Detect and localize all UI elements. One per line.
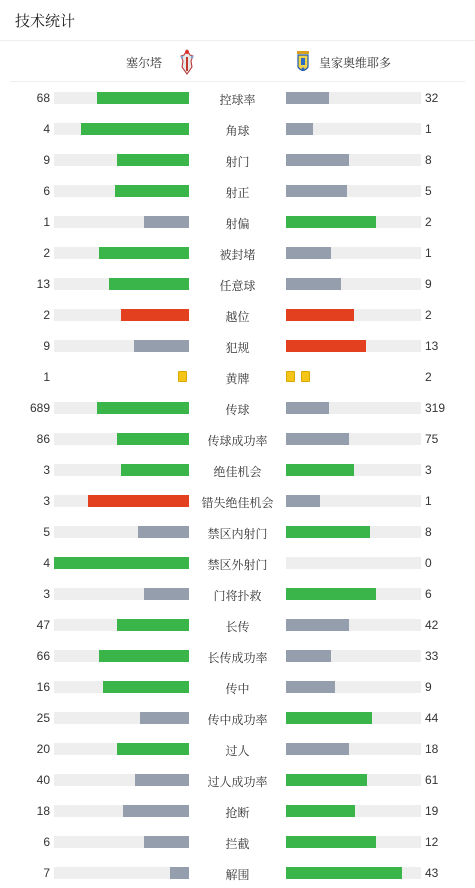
home-value: 13 — [36, 277, 50, 291]
home-value: 9 — [43, 339, 50, 353]
stat-label: 错失绝佳机会 — [201, 496, 274, 510]
stat-label: 抢断 — [225, 806, 250, 820]
away-bar-fill — [286, 433, 349, 445]
away-bar-track — [286, 495, 421, 507]
away-value: 8 — [425, 153, 432, 167]
stat-row — [0, 708, 475, 728]
home-value: 4 — [43, 556, 50, 570]
home-value: 3 — [43, 587, 50, 601]
away-value: 13 — [425, 339, 439, 353]
home-bar-track — [54, 154, 189, 166]
away-value: 3 — [425, 463, 432, 477]
stat-row — [0, 336, 475, 356]
stat-label: 过人 — [225, 744, 250, 758]
away-bar-fill — [286, 464, 354, 476]
home-bar-fill — [134, 340, 189, 352]
away-bar-track — [286, 650, 421, 662]
home-bar-fill — [140, 712, 189, 724]
away-value: 9 — [425, 277, 432, 291]
home-bar-track — [54, 464, 189, 476]
home-value: 1 — [43, 370, 50, 384]
stat-label: 禁区内射门 — [207, 527, 268, 541]
stat-label: 拦截 — [225, 837, 250, 851]
away-bar-track — [286, 557, 421, 569]
home-value: 20 — [36, 742, 50, 756]
stat-row — [0, 212, 475, 232]
home-value: 86 — [36, 432, 50, 446]
stat-row — [0, 119, 475, 139]
stat-row — [0, 739, 475, 759]
home-bar-track — [54, 92, 189, 104]
stat-row — [0, 615, 475, 635]
home-value: 40 — [36, 773, 50, 787]
stat-label: 被封堵 — [219, 248, 256, 262]
home-bar-fill — [135, 774, 189, 786]
home-bar-track — [54, 774, 189, 786]
stat-row — [0, 646, 475, 666]
away-value: 8 — [425, 525, 432, 539]
away-bar-fill — [286, 743, 349, 755]
home-value: 5 — [43, 525, 50, 539]
home-bar-track — [54, 712, 189, 724]
home-bar-fill — [109, 278, 189, 290]
stat-row — [0, 584, 475, 604]
home-value: 4 — [43, 122, 50, 136]
away-value: 44 — [425, 711, 439, 725]
away-bar-fill — [286, 774, 367, 786]
away-bar-track — [286, 309, 421, 321]
home-value: 9 — [43, 153, 50, 167]
home-bar-track — [54, 588, 189, 600]
home-bar-fill — [117, 619, 189, 631]
stat-row — [0, 150, 475, 170]
home-bar-track — [54, 247, 189, 259]
home-bar-fill — [117, 743, 189, 755]
away-value: 19 — [425, 804, 439, 818]
stat-label: 越位 — [225, 310, 250, 324]
home-bar-track — [54, 805, 189, 817]
away-value: 61 — [425, 773, 439, 787]
home-bar-track — [54, 619, 189, 631]
home-bar-fill — [99, 247, 189, 259]
stat-row — [0, 398, 475, 418]
home-value: 47 — [36, 618, 50, 632]
stat-label: 传球成功率 — [207, 434, 268, 448]
stat-row — [0, 367, 475, 387]
stat-row — [0, 832, 475, 852]
away-bar-fill — [286, 650, 331, 662]
stat-row — [0, 553, 475, 573]
home-value: 18 — [36, 804, 50, 818]
away-value: 6 — [425, 587, 432, 601]
away-value: 42 — [425, 618, 439, 632]
home-value: 2 — [43, 308, 50, 322]
stat-label: 解围 — [225, 868, 250, 882]
stat-label: 犯规 — [225, 341, 250, 355]
stat-row — [0, 88, 475, 108]
stat-label: 长传成功率 — [207, 651, 268, 665]
away-value: 319 — [425, 401, 446, 415]
away-bar-fill — [286, 216, 376, 228]
away-team-name: 皇家奥维耶多 — [319, 56, 392, 70]
away-bar-fill — [286, 92, 329, 104]
home-value: 25 — [36, 711, 50, 725]
home-bar-fill — [115, 185, 189, 197]
away-value: 2 — [425, 215, 432, 229]
away-team-crest-icon — [294, 49, 312, 80]
stat-label: 控球率 — [219, 93, 256, 107]
away-value: 5 — [425, 184, 432, 198]
home-bar-fill — [117, 154, 189, 166]
away-value: 1 — [425, 246, 432, 260]
home-bar-track — [54, 650, 189, 662]
stat-label: 传中 — [225, 682, 250, 696]
home-value: 3 — [43, 463, 50, 477]
away-bar-track — [286, 340, 421, 352]
home-bar-fill — [99, 650, 189, 662]
away-bar-track — [286, 681, 421, 693]
away-value: 12 — [425, 835, 439, 849]
home-value: 3 — [43, 494, 50, 508]
away-bar-fill — [286, 588, 376, 600]
away-bar-track — [286, 185, 421, 197]
stat-label: 角球 — [225, 124, 250, 138]
home-bar-track — [54, 340, 189, 352]
away-bar-fill — [286, 185, 347, 197]
home-bar-track — [54, 495, 189, 507]
home-bar-fill — [54, 557, 189, 569]
home-bar-fill — [123, 805, 189, 817]
stat-row — [0, 677, 475, 697]
away-bar-fill — [286, 309, 354, 321]
yellow-card-icon — [178, 371, 187, 382]
home-value: 66 — [36, 649, 50, 663]
home-value: 6 — [43, 184, 50, 198]
away-bar-fill — [286, 867, 402, 879]
home-bar-track — [54, 216, 189, 228]
away-bar-track — [286, 92, 421, 104]
stat-row — [0, 243, 475, 263]
home-bar-track — [54, 278, 189, 290]
stat-row — [0, 305, 475, 325]
stat-label: 射正 — [225, 186, 250, 200]
away-bar-fill — [286, 154, 349, 166]
home-value: 1 — [43, 215, 50, 229]
away-bar-track — [286, 154, 421, 166]
home-team-crest-icon — [178, 49, 196, 80]
stat-label: 任意球 — [219, 279, 256, 293]
home-bar-fill — [138, 526, 189, 538]
stat-row — [0, 274, 475, 294]
away-value: 1 — [425, 494, 432, 508]
away-bar-track — [286, 433, 421, 445]
home-bar-fill — [121, 309, 189, 321]
away-bar-fill — [286, 123, 313, 135]
stat-label: 禁区外射门 — [207, 558, 268, 572]
away-bar-fill — [286, 805, 355, 817]
away-value: 43 — [425, 866, 439, 880]
stat-row — [0, 863, 475, 883]
home-bar-fill — [97, 92, 189, 104]
away-bar-track — [286, 402, 421, 414]
home-value: 7 — [43, 866, 50, 880]
teams-header — [10, 41, 465, 82]
away-bar-track — [286, 867, 421, 879]
away-bar-fill — [286, 247, 331, 259]
away-bar-fill — [286, 340, 366, 352]
stat-label: 传中成功率 — [207, 713, 268, 727]
stat-label: 传球 — [225, 403, 250, 417]
away-bar-fill — [286, 836, 376, 848]
stat-label: 过人成功率 — [207, 775, 268, 789]
home-bar-fill — [144, 588, 189, 600]
home-bar-fill — [88, 495, 189, 507]
home-bar-track — [54, 526, 189, 538]
home-bar-track — [54, 681, 189, 693]
home-value: 6 — [43, 835, 50, 849]
stat-label: 射偏 — [225, 217, 250, 231]
away-bar-fill — [286, 402, 329, 414]
stat-row — [0, 181, 475, 201]
stat-row — [0, 801, 475, 821]
home-bar-track — [54, 309, 189, 321]
away-value: 75 — [425, 432, 439, 446]
away-bar-track — [286, 216, 421, 228]
home-bar-track — [54, 836, 189, 848]
away-bar-track — [286, 247, 421, 259]
away-value: 2 — [425, 308, 432, 322]
stat-row — [0, 770, 475, 790]
stat-row — [0, 429, 475, 449]
home-value: 689 — [29, 401, 50, 415]
yellow-card-icon — [301, 371, 310, 382]
home-value: 2 — [43, 246, 50, 260]
stat-row — [0, 522, 475, 542]
page-title: 技术统计 — [15, 12, 76, 30]
yellow-card-icon — [286, 371, 295, 382]
away-value: 1 — [425, 122, 432, 136]
home-bar-fill — [144, 216, 189, 228]
home-bar-track — [54, 743, 189, 755]
away-bar-track — [286, 588, 421, 600]
home-bar-fill — [117, 433, 189, 445]
home-bar-track — [54, 402, 189, 414]
home-value: 68 — [36, 91, 50, 105]
away-bar-track — [286, 619, 421, 631]
home-bar-fill — [97, 402, 189, 414]
away-bar-fill — [286, 681, 335, 693]
home-bar-track — [54, 185, 189, 197]
stat-label: 黄牌 — [225, 372, 250, 386]
home-bar-track — [54, 123, 189, 135]
away-bar-fill — [286, 278, 341, 290]
away-bar-track — [286, 743, 421, 755]
home-bar-fill — [103, 681, 189, 693]
away-bar-track — [286, 123, 421, 135]
home-bar-track — [54, 557, 189, 569]
stat-label: 绝佳机会 — [213, 465, 262, 479]
home-bar-fill — [81, 123, 189, 135]
home-bar-track — [54, 867, 189, 879]
away-bar-track — [286, 774, 421, 786]
home-bar-fill — [170, 867, 189, 879]
stat-row — [0, 491, 475, 511]
away-bar-track — [286, 836, 421, 848]
home-bar-fill — [121, 464, 189, 476]
away-bar-fill — [286, 619, 349, 631]
away-bar-track — [286, 464, 421, 476]
home-team-name: 塞尔塔 — [126, 56, 163, 70]
stat-label: 门将扑救 — [213, 589, 262, 603]
away-value: 9 — [425, 680, 432, 694]
stat-label: 射门 — [225, 155, 250, 169]
away-bar-fill — [286, 712, 372, 724]
home-value: 16 — [36, 680, 50, 694]
away-value: 32 — [425, 91, 439, 105]
away-value: 18 — [425, 742, 439, 756]
away-value: 0 — [425, 556, 432, 570]
stat-label: 长传 — [225, 620, 250, 634]
stat-row — [0, 460, 475, 480]
away-value: 2 — [425, 370, 432, 384]
away-bar-track — [286, 526, 421, 538]
home-bar-track — [54, 433, 189, 445]
away-bar-track — [286, 278, 421, 290]
home-bar-fill — [144, 836, 189, 848]
away-bar-fill — [286, 526, 370, 538]
away-bar-track — [286, 712, 421, 724]
away-bar-fill — [286, 495, 320, 507]
away-bar-track — [286, 805, 421, 817]
away-value: 33 — [425, 649, 439, 663]
page-header — [0, 0, 475, 41]
